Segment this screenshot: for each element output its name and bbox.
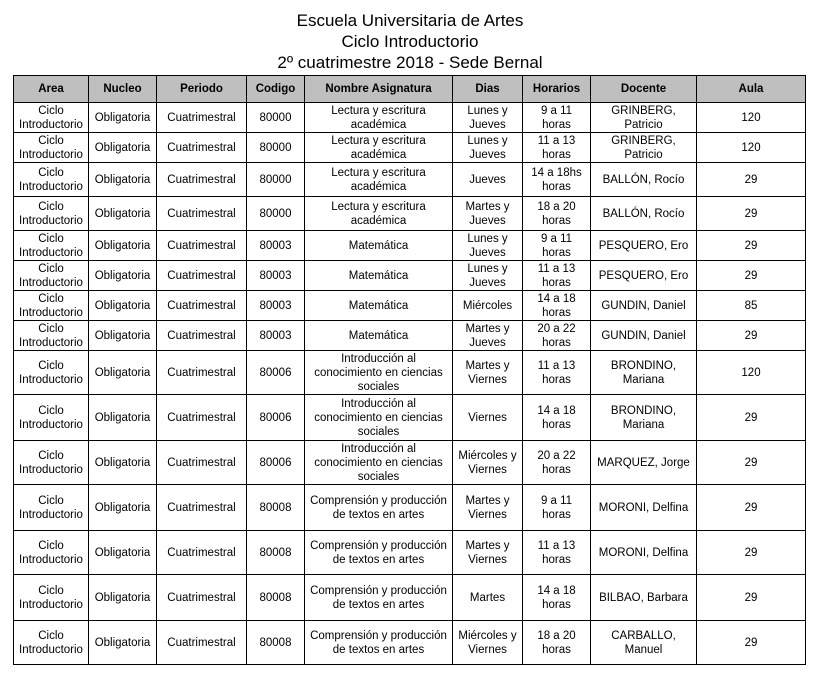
nucleo-cell: Obligatoria: [89, 261, 157, 291]
periodo-cell: Cuatrimestral: [157, 133, 247, 163]
horarios-cell: 11 a 13 horas: [523, 531, 591, 575]
column-header-asignatura: Nombre Asignatura: [305, 76, 453, 103]
area-cell: Ciclo Introductorio: [14, 133, 89, 163]
nucleo-cell: Obligatoria: [89, 575, 157, 621]
nucleo-cell: Obligatoria: [89, 163, 157, 197]
table-row: [14, 321, 806, 351]
horarios-cell: 18 a 20 horas: [523, 197, 591, 231]
horarios-cell: 11 a 13 horas: [523, 133, 591, 163]
column-header-dias: Dias: [453, 76, 523, 103]
nucleo-cell: Obligatoria: [89, 321, 157, 351]
asignatura-cell: Lectura y escritura académica: [305, 163, 453, 197]
dias-cell: Lunes y Jueves: [453, 103, 523, 133]
school-title: Escuela Universitaria de Artes: [296, 11, 524, 30]
periodo-cell: Cuatrimestral: [157, 485, 247, 531]
codigo-cell: 80003: [247, 321, 305, 351]
nucleo-cell: Obligatoria: [89, 103, 157, 133]
asignatura-cell: Introducción al conocimiento en ciencias sociales: [305, 395, 453, 441]
dias-cell: Martes y Jueves: [453, 197, 523, 231]
term-title: 2º cuatrimestre 2018 - Sede Bernal: [277, 53, 543, 72]
dias-cell: Miércoles y Viernes: [453, 441, 523, 485]
aula-cell: 29: [697, 321, 806, 351]
area-cell: Ciclo Introductorio: [14, 197, 89, 231]
codigo-cell: 80008: [247, 485, 305, 531]
codigo-cell: 80008: [247, 621, 305, 665]
periodo-cell: Cuatrimestral: [157, 621, 247, 665]
table-row: [14, 575, 806, 621]
periodo-cell: Cuatrimestral: [157, 395, 247, 441]
area-cell: Ciclo Introductorio: [14, 485, 89, 531]
horarios-cell: 14 a 18hs horas: [523, 163, 591, 197]
area-cell: Ciclo Introductorio: [14, 441, 89, 485]
area-cell: Ciclo Introductorio: [14, 231, 89, 261]
header-row: [14, 76, 806, 103]
dias-cell: Martes y Viernes: [453, 485, 523, 531]
horarios-cell: 14 a 18 horas: [523, 291, 591, 321]
asignatura-cell: Introducción al conocimiento en ciencias sociales: [305, 351, 453, 395]
horarios-cell: 14 a 18 horas: [523, 575, 591, 621]
codigo-cell: 80006: [247, 441, 305, 485]
docente-cell: PESQUERO, Ero: [591, 261, 697, 291]
column-header-nucleo: Nucleo: [89, 76, 157, 103]
periodo-cell: Cuatrimestral: [157, 291, 247, 321]
docente-cell: MORONI, Delfina: [591, 531, 697, 575]
horarios-cell: 9 a 11 horas: [523, 103, 591, 133]
asignatura-cell: Lectura y escritura académica: [305, 197, 453, 231]
aula-cell: 120: [697, 133, 806, 163]
codigo-cell: 80008: [247, 531, 305, 575]
periodo-cell: Cuatrimestral: [157, 321, 247, 351]
docente-cell: GRINBERG, Patricio: [591, 133, 697, 163]
nucleo-cell: Obligatoria: [89, 133, 157, 163]
codigo-cell: 80000: [247, 197, 305, 231]
aula-cell: 29: [697, 621, 806, 665]
area-cell: Ciclo Introductorio: [14, 575, 89, 621]
aula-cell: 29: [697, 395, 806, 441]
dias-cell: Martes y Viernes: [453, 531, 523, 575]
asignatura-cell: Lectura y escritura académica: [305, 133, 453, 163]
codigo-cell: 80006: [247, 351, 305, 395]
table-row: [14, 261, 806, 291]
horarios-cell: 11 a 13 horas: [523, 351, 591, 395]
docente-cell: GUNDIN, Daniel: [591, 291, 697, 321]
asignatura-cell: Matemática: [305, 291, 453, 321]
area-cell: Ciclo Introductorio: [14, 103, 89, 133]
schedule-table: [13, 75, 806, 665]
docente-cell: MORONI, Delfina: [591, 485, 697, 531]
periodo-cell: Cuatrimestral: [157, 441, 247, 485]
docente-cell: GUNDIN, Daniel: [591, 321, 697, 351]
cycle-title: Ciclo Introductorio: [341, 32, 479, 51]
nucleo-cell: Obligatoria: [89, 531, 157, 575]
aula-cell: 29: [697, 575, 806, 621]
area-cell: Ciclo Introductorio: [14, 395, 89, 441]
table-row: [14, 621, 806, 665]
column-header-periodo: Periodo: [157, 76, 247, 103]
codigo-cell: 80000: [247, 103, 305, 133]
aula-cell: 29: [697, 261, 806, 291]
aula-cell: 120: [697, 103, 806, 133]
codigo-cell: 80000: [247, 133, 305, 163]
periodo-cell: Cuatrimestral: [157, 531, 247, 575]
docente-cell: BALLÓN, Rocío: [591, 163, 697, 197]
horarios-cell: 14 a 18 horas: [523, 395, 591, 441]
area-cell: Ciclo Introductorio: [14, 621, 89, 665]
area-cell: Ciclo Introductorio: [14, 321, 89, 351]
area-cell: Ciclo Introductorio: [14, 261, 89, 291]
area-cell: Ciclo Introductorio: [14, 163, 89, 197]
area-cell: Ciclo Introductorio: [14, 531, 89, 575]
area-cell: Ciclo Introductorio: [14, 351, 89, 395]
horarios-cell: 11 a 13 horas: [523, 261, 591, 291]
dias-cell: Viernes: [453, 395, 523, 441]
dias-cell: Lunes y Jueves: [453, 231, 523, 261]
table-row: [14, 351, 806, 395]
dias-cell: Lunes y Jueves: [453, 261, 523, 291]
asignatura-cell: Comprensión y producción de textos en artes: [305, 621, 453, 665]
nucleo-cell: Obligatoria: [89, 621, 157, 665]
docente-cell: BRONDINO, Mariana: [591, 351, 697, 395]
docente-cell: BRONDINO, Mariana: [591, 395, 697, 441]
docente-cell: MARQUEZ, Jorge: [591, 441, 697, 485]
area-cell: Ciclo Introductorio: [14, 291, 89, 321]
column-header-aula: Aula: [697, 76, 806, 103]
codigo-cell: 80000: [247, 163, 305, 197]
periodo-cell: Cuatrimestral: [157, 197, 247, 231]
column-header-horarios: Horarios: [523, 76, 591, 103]
aula-cell: 85: [697, 291, 806, 321]
codigo-cell: 80006: [247, 395, 305, 441]
horarios-cell: 9 a 11 horas: [523, 231, 591, 261]
horarios-cell: 20 a 22 horas: [523, 441, 591, 485]
aula-cell: 29: [697, 531, 806, 575]
docente-cell: GRINBERG, Patricio: [591, 103, 697, 133]
document-header: [0, 10, 820, 73]
nucleo-cell: Obligatoria: [89, 197, 157, 231]
nucleo-cell: Obligatoria: [89, 231, 157, 261]
periodo-cell: Cuatrimestral: [157, 351, 247, 395]
asignatura-cell: Introducción al conocimiento en ciencias sociales: [305, 441, 453, 485]
codigo-cell: 80008: [247, 575, 305, 621]
asignatura-cell: Comprensión y producción de textos en artes: [305, 575, 453, 621]
table-row: [14, 531, 806, 575]
dias-cell: Jueves: [453, 163, 523, 197]
asignatura-cell: Matemática: [305, 231, 453, 261]
codigo-cell: 80003: [247, 261, 305, 291]
asignatura-cell: Matemática: [305, 321, 453, 351]
table-row: [14, 103, 806, 133]
nucleo-cell: Obligatoria: [89, 441, 157, 485]
table-row: [14, 441, 806, 485]
codigo-cell: 80003: [247, 291, 305, 321]
asignatura-cell: Comprensión y producción de textos en artes: [305, 531, 453, 575]
column-header-docente: Docente: [591, 76, 697, 103]
table-row: [14, 197, 806, 231]
aula-cell: 120: [697, 351, 806, 395]
table-row: [14, 133, 806, 163]
nucleo-cell: Obligatoria: [89, 395, 157, 441]
column-header-codigo: Codigo: [247, 76, 305, 103]
table-row: [14, 395, 806, 441]
docente-cell: CARBALLO, Manuel: [591, 621, 697, 665]
table-row: [14, 231, 806, 261]
dias-cell: Miércoles: [453, 291, 523, 321]
periodo-cell: Cuatrimestral: [157, 163, 247, 197]
table-row: [14, 291, 806, 321]
docente-cell: BILBAO, Barbara: [591, 575, 697, 621]
codigo-cell: 80003: [247, 231, 305, 261]
asignatura-cell: Matemática: [305, 261, 453, 291]
horarios-cell: 9 a 11 horas: [523, 485, 591, 531]
periodo-cell: Cuatrimestral: [157, 261, 247, 291]
table-row: [14, 485, 806, 531]
dias-cell: Martes: [453, 575, 523, 621]
docente-cell: PESQUERO, Ero: [591, 231, 697, 261]
nucleo-cell: Obligatoria: [89, 351, 157, 395]
dias-cell: Lunes y Jueves: [453, 133, 523, 163]
dias-cell: Martes y Jueves: [453, 321, 523, 351]
aula-cell: 29: [697, 163, 806, 197]
aula-cell: 29: [697, 197, 806, 231]
periodo-cell: Cuatrimestral: [157, 231, 247, 261]
dias-cell: Martes y Viernes: [453, 351, 523, 395]
asignatura-cell: Comprensión y producción de textos en artes: [305, 485, 453, 531]
nucleo-cell: Obligatoria: [89, 485, 157, 531]
table-row: [14, 163, 806, 197]
aula-cell: 29: [697, 485, 806, 531]
docente-cell: BALLÓN, Rocío: [591, 197, 697, 231]
horarios-cell: 20 a 22 horas: [523, 321, 591, 351]
dias-cell: Miércoles y Viernes: [453, 621, 523, 665]
periodo-cell: Cuatrimestral: [157, 575, 247, 621]
periodo-cell: Cuatrimestral: [157, 103, 247, 133]
asignatura-cell: Lectura y escritura académica: [305, 103, 453, 133]
column-header-area: Area: [14, 76, 89, 103]
aula-cell: 29: [697, 231, 806, 261]
horarios-cell: 18 a 20 horas: [523, 621, 591, 665]
aula-cell: 29: [697, 441, 806, 485]
nucleo-cell: Obligatoria: [89, 291, 157, 321]
